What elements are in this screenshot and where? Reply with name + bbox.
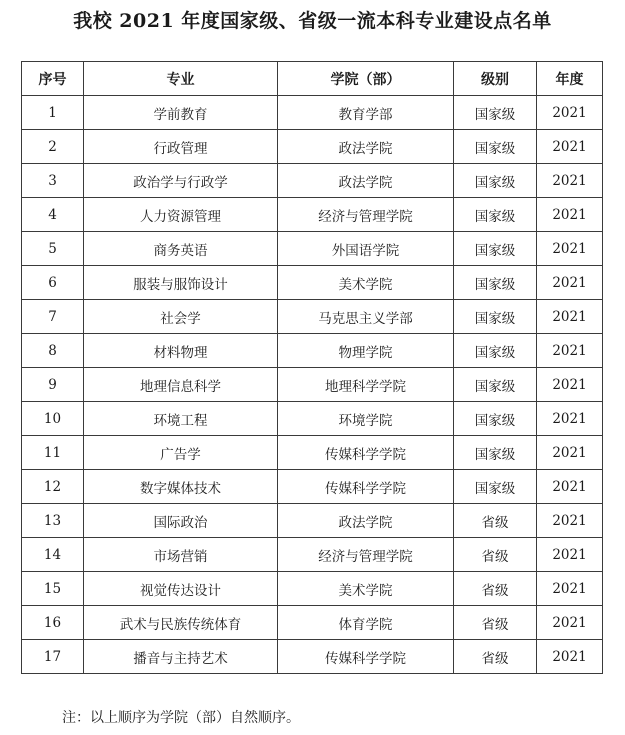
cell-year: 2021 [537,130,603,164]
cell-year: 2021 [537,96,603,130]
cell-major: 数字媒体技术 [84,470,278,504]
cell-college: 经济与管理学院 [278,538,454,572]
cell-major: 材料物理 [84,334,278,368]
cell-college: 马克思主义学部 [278,300,454,334]
cell-college: 美术学院 [278,266,454,300]
table-row [22,572,603,606]
cell-year: 2021 [537,606,603,640]
cell-level: 国家级 [454,266,537,300]
cell-year: 2021 [537,572,603,606]
cell-year: 2021 [537,538,603,572]
cell-serial-number: 10 [22,402,84,436]
cell-year: 2021 [537,334,603,368]
cell-year: 2021 [537,232,603,266]
cell-year: 2021 [537,368,603,402]
cell-serial-number: 6 [22,266,84,300]
cell-level: 省级 [454,504,537,538]
header-college: 学院（部） [278,62,454,96]
cell-major: 行政管理 [84,130,278,164]
table-row [22,232,603,266]
table-row [22,504,603,538]
footnote: 注：以上顺序为学院（部）自然顺序。 [62,710,300,726]
cell-major: 政治学与行政学 [84,164,278,198]
header-major: 专业 [84,62,278,96]
cell-college: 政法学院 [278,130,454,164]
cell-serial-number: 9 [22,368,84,402]
table-row [22,300,603,334]
cell-level: 国家级 [454,232,537,266]
cell-major: 社会学 [84,300,278,334]
cell-college: 美术学院 [278,572,454,606]
cell-serial-number: 14 [22,538,84,572]
table-row [22,96,603,130]
cell-level: 省级 [454,538,537,572]
cell-college: 传媒科学学院 [278,640,454,674]
cell-year: 2021 [537,470,603,504]
table-body [22,96,603,674]
header-level: 级别 [454,62,537,96]
page-title: 我校 2021 年度国家级、省级一流本科专业建设点名单 [73,10,552,32]
cell-serial-number: 17 [22,640,84,674]
cell-serial-number: 12 [22,470,84,504]
table-row [22,470,603,504]
majors-table [21,61,603,674]
cell-level: 国家级 [454,436,537,470]
cell-year: 2021 [537,300,603,334]
cell-year: 2021 [537,640,603,674]
cell-college: 传媒科学学院 [278,436,454,470]
cell-college: 物理学院 [278,334,454,368]
cell-major: 国际政治 [84,504,278,538]
cell-college: 体育学院 [278,606,454,640]
cell-level: 国家级 [454,300,537,334]
cell-major: 商务英语 [84,232,278,266]
cell-year: 2021 [537,164,603,198]
header-serial-number: 序号 [22,62,84,96]
cell-year: 2021 [537,436,603,470]
cell-serial-number: 13 [22,504,84,538]
cell-year: 2021 [537,266,603,300]
cell-college: 地理科学学院 [278,368,454,402]
cell-year: 2021 [537,402,603,436]
cell-year: 2021 [537,198,603,232]
cell-serial-number: 11 [22,436,84,470]
table-row [22,334,603,368]
cell-college: 政法学院 [278,164,454,198]
cell-major: 服装与服饰设计 [84,266,278,300]
cell-major: 市场营销 [84,538,278,572]
table-row [22,266,603,300]
cell-serial-number: 15 [22,572,84,606]
cell-college: 经济与管理学院 [278,198,454,232]
cell-level: 国家级 [454,470,537,504]
cell-major: 武术与民族传统体育 [84,606,278,640]
cell-major: 环境工程 [84,402,278,436]
cell-level: 国家级 [454,130,537,164]
table-row [22,606,603,640]
cell-level: 国家级 [454,334,537,368]
table-row [22,402,603,436]
cell-college: 传媒科学学院 [278,470,454,504]
cell-major: 学前教育 [84,96,278,130]
cell-serial-number: 3 [22,164,84,198]
cell-serial-number: 7 [22,300,84,334]
cell-level: 省级 [454,606,537,640]
cell-level: 国家级 [454,164,537,198]
cell-major: 视觉传达设计 [84,572,278,606]
cell-level: 国家级 [454,368,537,402]
cell-serial-number: 5 [22,232,84,266]
table-row [22,436,603,470]
cell-year: 2021 [537,504,603,538]
cell-college: 教育学部 [278,96,454,130]
cell-serial-number: 4 [22,198,84,232]
cell-level: 国家级 [454,402,537,436]
cell-level: 国家级 [454,96,537,130]
cell-major: 人力资源管理 [84,198,278,232]
table-row [22,640,603,674]
table-row [22,198,603,232]
cell-serial-number: 16 [22,606,84,640]
cell-major: 地理信息科学 [84,368,278,402]
cell-serial-number: 2 [22,130,84,164]
cell-serial-number: 1 [22,96,84,130]
cell-college: 环境学院 [278,402,454,436]
cell-level: 省级 [454,572,537,606]
table-row [22,130,603,164]
header-year: 年度 [537,62,603,96]
cell-college: 外国语学院 [278,232,454,266]
cell-level: 国家级 [454,198,537,232]
table-row [22,164,603,198]
cell-serial-number: 8 [22,334,84,368]
table-header-row [22,62,603,96]
table-row [22,538,603,572]
cell-level: 省级 [454,640,537,674]
cell-major: 广告学 [84,436,278,470]
cell-college: 政法学院 [278,504,454,538]
cell-major: 播音与主持艺术 [84,640,278,674]
table-row [22,368,603,402]
